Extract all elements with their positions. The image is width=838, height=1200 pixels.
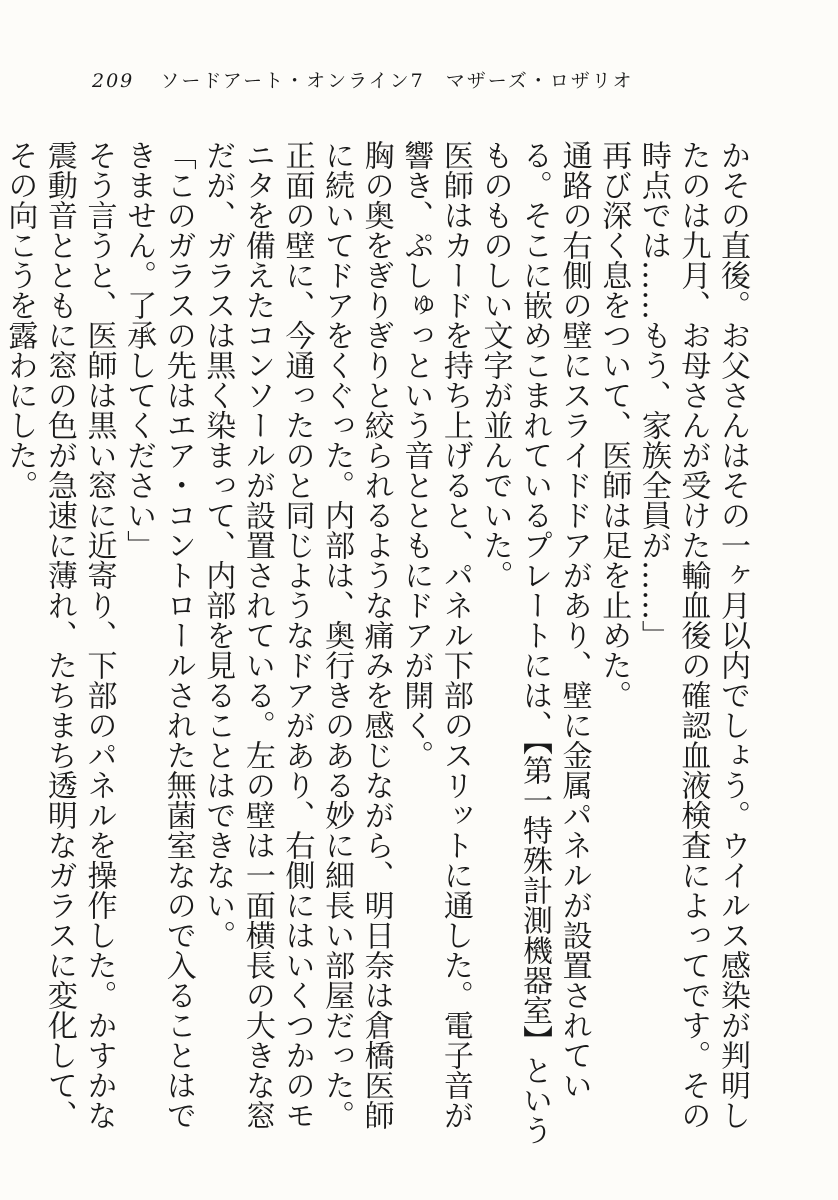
paragraph: かその直後。お父さんはその一ヶ月以内でしょう。ウイルス感染が判明したのは九月、お母さんが受けた輸血後の確認血液検査によってです。その時点では……もう、家族全員が……」: [635, 140, 750, 1130]
paragraph: 再び深く息をついて、医師は足を止めた。: [596, 140, 632, 710]
paragraph: 医師はカードを持ち上げると、パネル下部のスリットに通した。電子音が響き、ぷしゅっという音とともにドアが開く。: [398, 140, 473, 1130]
book-title: ソードアート・オンライン7 マザーズ・ロザリオ: [160, 70, 634, 92]
paragraph: 胸の奥をぎりぎりと絞られるような痛みを感じながら、明日奈は倉橋医師に続いてドアをくぐった。内部は、奥行きのある妙に細長い部屋だった。: [319, 140, 394, 1130]
page-header: [92, 66, 634, 93]
vertical-text-body: [2, 140, 752, 1150]
paragraph: 「このガラスの先はエア・コントロールされた無菌室なので入ることはできません。了承してください」: [121, 140, 196, 1130]
paragraph: 正面の壁に、今通ったのと同じようなドアがあり、右側にはいくつかのモニタを備えたコンソールが設置されている。左の壁は一面横長の大きな窓だが、ガラスは黒く染まって、内部を見ることはできない。: [200, 140, 315, 1130]
page-number: 209: [92, 70, 135, 92]
paragraph: 通路の右側の壁にスライドドアがあり、壁に金属パネルが設置されている。そこに嵌めこまれているプレートには、【第一特殊計測機器室】というものものしい文字が並んでいた。: [477, 140, 592, 1145]
paragraph: そう言うと、医師は黒い窓に近寄り、下部のパネルを操作した。かすかな震動音とともに窓の色が急速に薄れ、たちまち透明なガラスに変化して、その向こうを露わにした。: [2, 140, 117, 1130]
